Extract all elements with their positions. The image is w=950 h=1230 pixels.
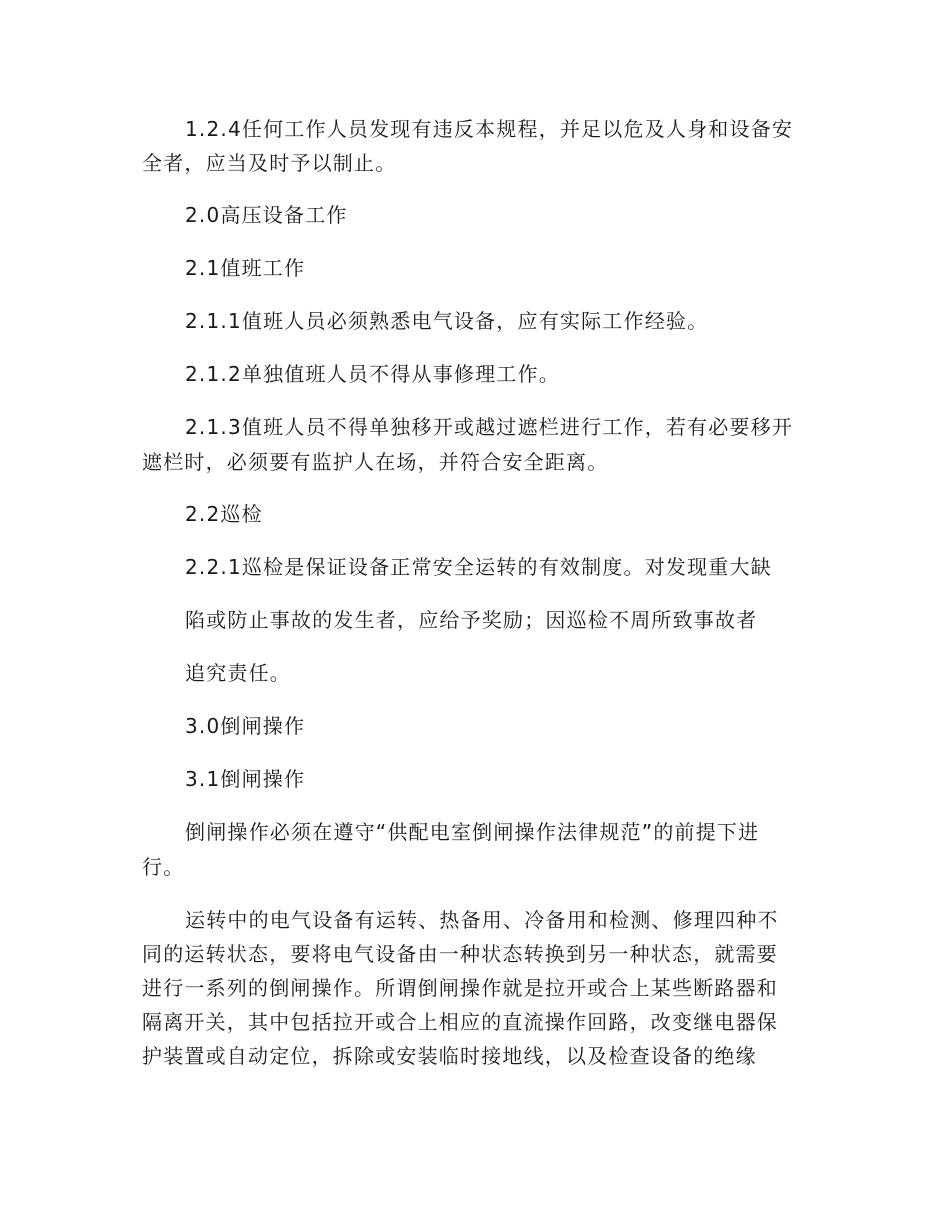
paragraph-switching-line-2: 行。 <box>142 855 185 879</box>
clause-2-1-2: 2.1.2单独值班人员不得从事修理工作。 <box>185 362 560 386</box>
paragraph-states-line-5: 护装置或自动定位，拆除或安装临时接地线，以及检查设备的绝缘 <box>142 1044 757 1068</box>
clause-1-2-4-line-2: 全者，应当及时予以制止。 <box>142 151 397 175</box>
clause-2-1-1: 2.1.1值班人员必须熟悉电气设备，应有实际工作经验。 <box>185 309 709 333</box>
paragraph-switching-line-1: 倒闸操作必须在遵守“供配电室倒闸操作法律规范”的前提下进 <box>185 820 760 844</box>
clause-2-2-1-line-2: 陷或防止事故的发生者，应给予奖励；因巡检不周所致事故者 <box>185 608 758 632</box>
heading-3-1: 3.1倒闸操作 <box>185 767 306 791</box>
paragraph-states-line-4: 隔离开关，其中包括拉开或合上相应的直流操作回路，改变继电器保 <box>142 1010 778 1034</box>
clause-2-2-1-line-1: 2.2.1巡检是保证设备正常安全运转的有效制度。对发现重大缺 <box>185 555 772 579</box>
heading-3-0: 3.0倒闸操作 <box>185 714 306 738</box>
clause-2-1-3-line-1: 2.1.3值班人员不得单独移开或越过遮栏进行工作，若有必要移开 <box>185 415 794 439</box>
paragraph-states-line-3: 进行一系列的倒闸操作。所谓倒闸操作就是拉开或合上某些断路器和 <box>142 976 778 1000</box>
clause-2-2-1-line-3: 追究责任。 <box>185 661 291 685</box>
paragraph-states-line-2: 同的运转状态，要将电气设备由一种状态转换到另一种状态，就需要 <box>142 942 778 966</box>
heading-2-1: 2.1值班工作 <box>185 256 306 280</box>
heading-2-0: 2.0高压设备工作 <box>185 203 348 227</box>
paragraph-states-line-1: 运转中的电气设备有运转、热备用、冷备用和检测、修理四种不 <box>185 908 779 932</box>
clause-2-1-3-line-2: 遮栏时，必须要有监护人在场，并符合安全距离。 <box>142 450 609 474</box>
heading-2-2: 2.2巡检 <box>185 502 263 526</box>
clause-1-2-4-line-1: 1.2.4任何工作人员发现有违反本规程，并足以危及人身和设备安 <box>185 117 794 141</box>
